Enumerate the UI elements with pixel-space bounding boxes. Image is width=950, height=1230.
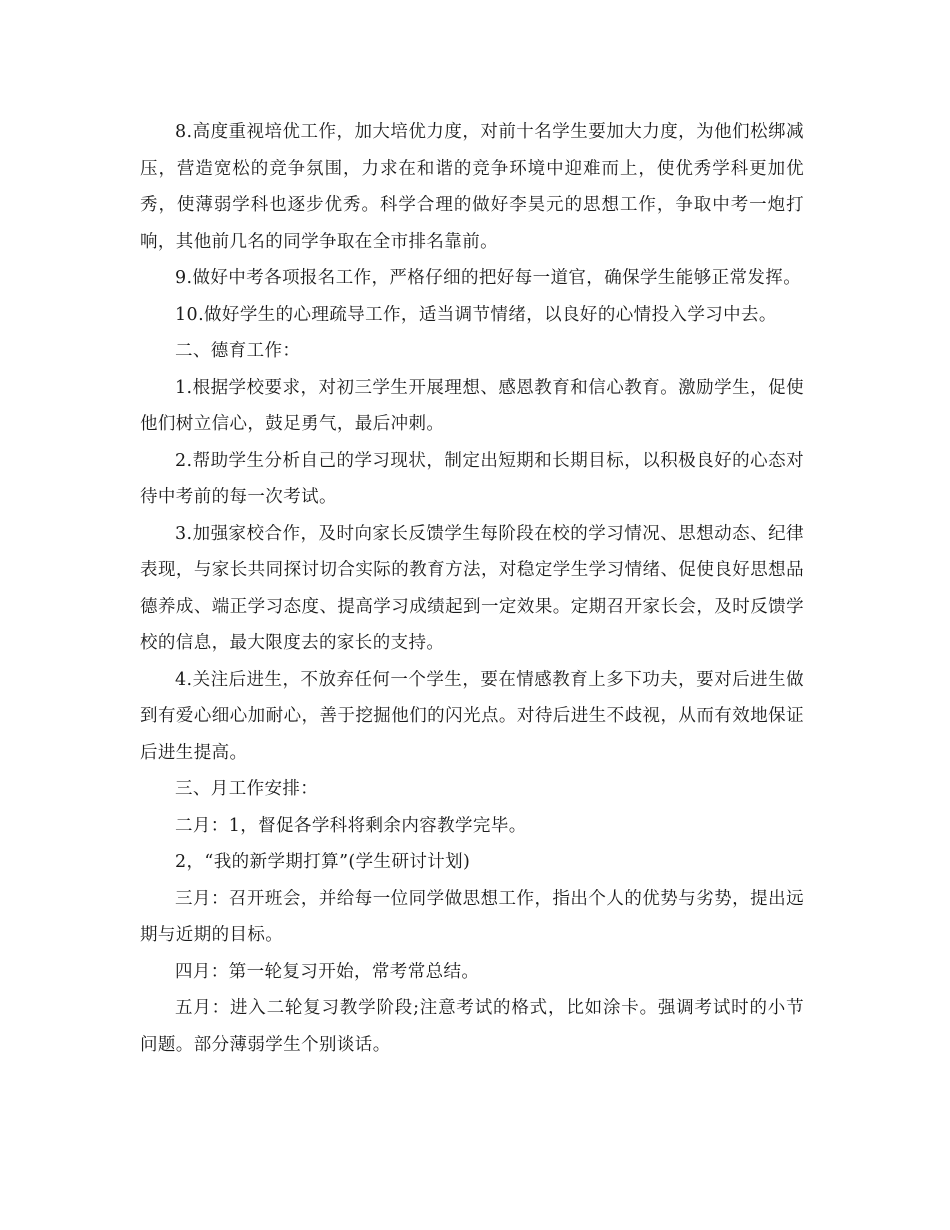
paragraph-item-9-registration: 9.做好中考各项报名工作，严格仔细的把好每一道官，确保学生能够正常发挥。 — [175, 268, 802, 288]
section-heading-moral-education: 二、德育工作： — [175, 341, 301, 361]
paragraph-moral-item-2: 2.帮助学生分析自己的学习现状，制定出短期和长期目标，以积极良好的心态对待中考前的每一次考试。 — [140, 450, 804, 507]
schedule-march: 三月：召开班会，并给每一位同学做思想工作，指出个人的优势与劣势，提出远期与近期的目标。 — [140, 888, 804, 945]
schedule-february-item-1: 二月：1，督促各学科将剩余内容教学完毕。 — [175, 815, 527, 836]
paragraph-item-10-counseling: 10.做好学生的心理疏导工作，适当调节情绪，以良好的心情投入学习中去。 — [175, 304, 777, 325]
schedule-april: 四月：第一轮复习开始，常考常总结。 — [175, 961, 480, 982]
document-page — [140, 114, 804, 1063]
schedule-february-item-2: 2，“我的新学期打算”(学生研讨计划) — [175, 852, 471, 872]
paragraph-moral-item-1: 1.根据学校要求，对初三学生开展理想、感恩教育和信心教育。激励学生，促使他们树立信心，鼓足勇气，最后冲刺。 — [140, 377, 804, 434]
schedule-may: 五月：进入二轮复习教学阶段;注意考试的格式，比如涂卡。强调考试时的小节问题。部分薄弱学生个别谈话。 — [140, 998, 804, 1055]
paragraph-moral-item-4: 4.关注后进生，不放弃任何一个学生，要在情感教育上多下功夫，要对后进生做到有爱心细心加耐心，善于挖掘他们的闪光点。对待后进生不歧视，从而有效地保证后进生提高。 — [140, 669, 804, 763]
section-heading-monthly-schedule: 三、月工作安排： — [175, 779, 319, 799]
paragraph-moral-item-3: 3.加强家校合作，及时向家长反馈学生每阶段在校的学习情况、思想动态、纪律表现，与家长共同探讨切合实际的教育方法，对稳定学生学习情绪、促使良好思想品德养成、端正学习态度、提高学习成绩起到一定效果。定期召开家长会，及时反馈学校的信息，最大限度去的家长的支持。 — [140, 523, 804, 653]
paragraph-item-8-tutoring: 8.高度重视培优工作，加大培优力度，对前十名学生要加大力度，为他们松绑减压，营造宽松的竞争氛围，力求在和谐的竞争环境中迎难而上，使优秀学科更加优秀，使薄弱学科也逐步优秀。科学合理的做好李昊元的思想工作，争取中考一炮打响，其他前几名的同学争取在全市排名靠前。 — [140, 122, 804, 252]
